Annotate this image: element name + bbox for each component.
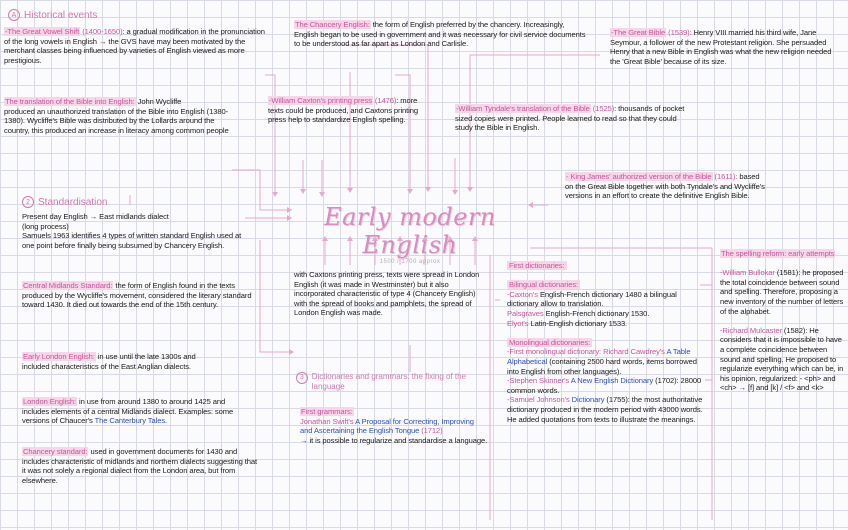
note-early-london [22,352,222,371]
note-heading: London English: [23,397,76,406]
note-heading: -William Caxton's printing press [269,96,372,105]
section-number: 2 [22,196,34,208]
section-label: Standardisation [38,196,108,208]
note-body: : more texts could be produced, and Caxtons printing press help to standardize English spelling. [268,96,419,125]
note-line: (long process) [22,221,69,231]
note-bible-translation [4,97,232,135]
note-heading: -William Tyndale's translation of the Bible [456,104,590,113]
note-heading: First grammars: [301,407,353,416]
note-heading: - King James' authorized version of the Bible [566,172,712,181]
note-body: John Wycliffe [135,97,182,106]
note-author: -William Bullokar [720,268,775,278]
note-body: (1755): the most authoritative dictionary produced in the modern period with 43000 words. He added quotations from texts to illustrate the meanings. [507,395,703,424]
section-historical-events [8,9,97,21]
note-dates: (1400-1650) [82,27,123,36]
note-body: the form of English preferred by the chancery. Increasingly, English began to be used in government and it was necessary for civil service documents to be understood as far apart as London and Carlisle. [294,20,586,49]
note-tyndale [455,104,695,133]
title-text: Early modern English [324,203,496,259]
note-body: : thousands of pocket sized copies were printed. People learned to read so that they could study the Bible in English. [455,104,685,133]
note-dates: (1611): [714,172,738,181]
note-work-title: Dictionary [571,395,605,405]
note-body: : a gradual modification in the pronunciation of the long vowels in English → the GVS have may been motivated by the merchant classes being influenced by varieties of English viewed as more prestigious. [4,27,265,65]
section-standardisation [22,196,108,208]
section-number: 3 [296,372,308,384]
note-first-grammars [300,407,488,445]
note-heading: Central Midlands Standard: [23,281,113,290]
note-body: produced an unauthorized translation of the Bible into English (1380-1380). Wycliffe's Bible was distributed by the Lollards around the country, this produced an increase in literacy among common people [4,106,229,135]
note-body: Henry VIII married his third wife, Jane Seymour, a follower of the new Protestant religion. She persuaded Henry that a new Bible in English was what the new religion needed the 'Great Bible' because of its size. [610,28,832,66]
note-body: with Caxtons printing press, texts were spread in London English (it was made in Westminster) but it also incorporated characteristic of type 4 (Chancery English) with the spread of books and pamphlets, the spread of London English was made. [294,270,480,318]
note-body: the form of English found in the texts produced by the Wycliffe's movement, considered the literary standard toward 1430. It died out towards the end of the 15th century. [22,281,252,310]
note-spelling-reform [720,249,844,393]
note-body: → it is possible to regularize and standardise a language. [300,435,488,445]
note-body: in use from around 1380 to around 1425 and includes elements of a central Midlands dialect. Examples: some versions of Chaucer's [22,397,234,426]
note-great-bible [610,28,842,66]
section-number: A [8,9,20,21]
note-body: (1702): 28000 common words. [507,376,702,395]
note-heading: -The Great Vowel Shift [5,27,80,36]
note-great-vowel-shift [4,27,266,65]
note-body: in use until the late 1300s and included characteristics of the East Anglian dialects. [22,352,196,371]
note-heading: First dictionaries: [509,261,565,270]
note-dates: (1525) [592,104,615,113]
note-chancery-standard [22,447,257,485]
note-heading: Chancery standard: [23,447,88,456]
note-author: -First monolingual dictionary: Richard Cawdrey's [507,347,667,357]
note-king-james [565,172,765,201]
note-author: Jonathan Swift's [300,416,356,426]
note-std-intro [22,212,252,250]
note-body: English-French dictionary 1480 a bilingual dictionary allow to translation. [507,289,677,309]
section-label: Historical events [24,9,98,21]
note-dictionaries [507,261,707,424]
note-body: based on the Great Bible together with both Tyndale's and Wycliffe's versions in an effort to create the definitive English Bible. [565,172,765,201]
note-heading: The Chancery English: [295,20,370,29]
note-author: -Richard Mulcaster [720,325,782,335]
note-body: (1581): he proposed the total coincidence between sound and spelling. Therefore, proposing a new inventory of the number of letters of the alphabet. [720,268,844,316]
note-chancery-english [294,20,590,49]
note-body: (containing 2500 hard words, items borrowed into English from other languages). [507,356,697,376]
note-heading: The spelling reform: early attempts [721,249,835,258]
note-work-title: The Canterbury Tales. [94,416,168,426]
section-label: Dictionaries and grammars: the fixing of the language [311,372,467,391]
note-caxton-center [294,270,490,318]
title-dates: 1500 / 1700 approx [379,259,441,265]
note-body: (1582): He considers that it is impossible to have a complete coincidence between sound and spelling. He proposed to regularize everything which can be, in his opinion, regularized: - <ph> and <ch> → [f] and [k] / <f> and <k> [720,325,844,393]
note-dates: (1539): [668,28,692,37]
note-body: used in government documents for 1430 and includes characteristic of midlands and northern dialects suggesting that it was not solely a regional dialect from the London area, but from elsewhere. [22,447,257,485]
note-author: -Stephen Skinner's [507,376,571,386]
note-author: -Samuel Johnson's [507,395,572,405]
note-london-english [22,397,252,426]
note-line: Present day English → East midlands dialect [22,212,169,221]
note-heading: The translation of the Bible into English: [5,97,135,106]
note-subheading: Bilingual dictionaries: [509,280,579,290]
note-author: Elyot's [507,318,529,328]
note-body: English-French dictionary 1530. [543,308,650,318]
note-body: Latin-English dictionary 1533. [528,318,628,328]
note-dates: (1476) [374,96,397,105]
note-caxton-press [268,96,418,125]
note-dates: (1712) [419,426,443,436]
note-work-title: A Proposal for Correcting, Improving and Ascertaining the English Tongue [300,416,474,436]
note-work-title: A New English Dictionary [570,376,654,386]
section-dictionaries [296,372,496,392]
note-heading: Early London English: [23,352,95,361]
note-subheading: Monolingual dictionaries: [509,337,591,347]
note-author: Palsgraves [507,308,544,318]
note-body: Samuels 1963 identifies 4 types of written standard English used at one point before finally being subsumed by Chancery English. [22,231,242,250]
note-heading: -The Great Bible [611,28,666,37]
page-title [292,203,528,265]
note-author: -Caxton's [507,289,538,299]
note-work-title: A Table Alphabetical [507,347,691,366]
note-central-midlands [22,281,252,310]
